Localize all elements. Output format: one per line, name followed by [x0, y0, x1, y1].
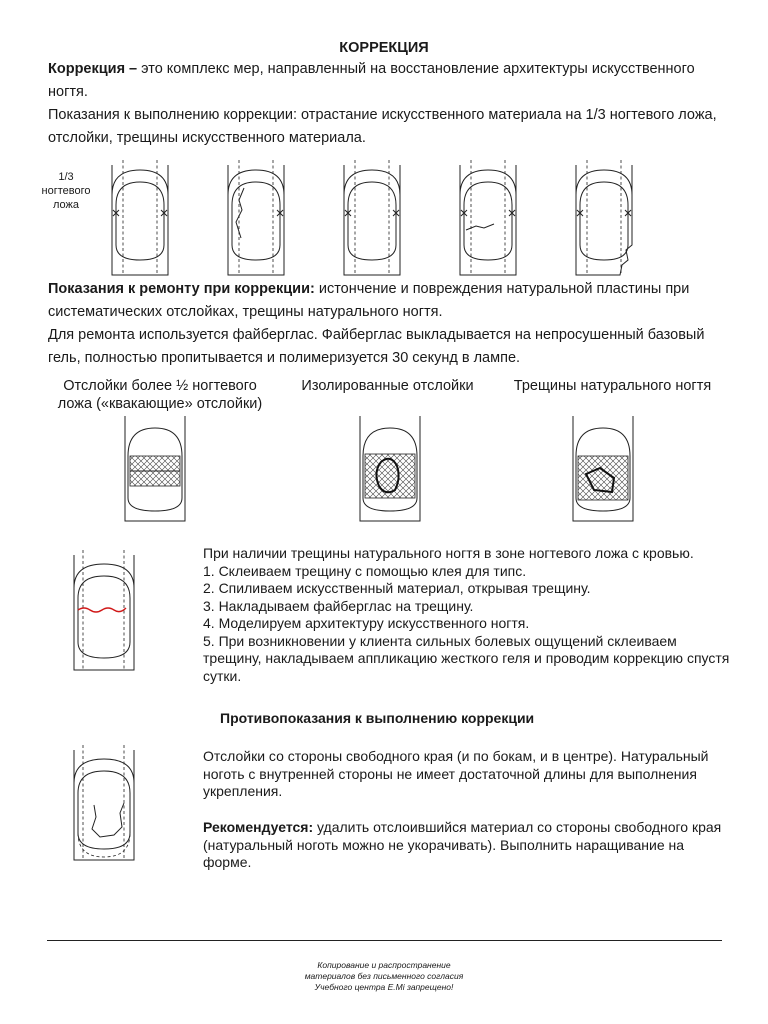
nail-diagram-regrowth [106, 160, 176, 280]
crack-step-2: 2. Спиливаем искусственный материал, открывая трещину. [203, 580, 591, 596]
recommendation-text: удалить отслоившийся материал со стороны свободного края (натуральный ноготь можно не укорачивать). Выполнить наращивание на форме. [203, 819, 722, 870]
crack-intro: При наличии трещины натурального ногтя в зоне ногтевого ложа с кровью. [203, 545, 694, 561]
recommendation [203, 819, 733, 872]
repair-heading: Показания к ремонту при коррекции: [48, 281, 315, 297]
repair-text: истончение и повреждения натуральной пластины при систематических отслойках, трещины натурального ногтя. [48, 281, 690, 320]
label-line-1: 1/3 [58, 171, 74, 183]
label-line-3: ложа [52, 199, 79, 211]
intro-definition-text: это комплекс мер, направленный на восстановление архитектуры искусственного ногтя. [48, 61, 695, 100]
intro-indications: Показания к выполнению коррекции: отрастание искусственного материала на 1/3 ногтевого ложа, отслойки, трещины искусственного материала. [48, 107, 717, 146]
nail-diagram-blood-crack [66, 550, 146, 680]
fiberglass-diagram-isolated [355, 416, 427, 526]
crack-step-3: 3. Накладываем файберглас на трещину. [203, 597, 474, 614]
intro-term: Коррекция – [48, 61, 138, 77]
caption-natural-crack: Трещины натурального ногтя [513, 378, 712, 394]
caption-lifting: Отслойки более ½ ногтевого ложа («квакающие» отслойки) [57, 378, 263, 412]
fiberglass-diagram-crack [568, 416, 640, 526]
label-line-2: ногтевого [41, 185, 91, 197]
page-title: КОРРЕКЦИЯ [339, 40, 429, 56]
repair-indications [48, 278, 728, 324]
fiberglass-diagram-lifting [120, 416, 192, 526]
footer-divider [47, 940, 722, 941]
copyright-notice: Копирование и распространение материалов без письменного согласия Учебного центра E.Mi запрещено! [304, 960, 464, 992]
nail-bed-third-label [40, 170, 92, 212]
nail-diagram-edge-damage [570, 160, 640, 280]
fiberglass-text: Для ремонта используется файберглас. Файберглас выкладывается на непросушенный базовый гель, полностью пропитывается и полимеризуется 30 секунд в лампе. [48, 327, 705, 366]
contraindications-heading: Противопоказания к выполнению коррекции [220, 710, 535, 726]
recommendation-term: Рекомендуется: [203, 819, 314, 835]
nail-diagram-regrowth-2 [338, 160, 408, 280]
contraindications-text: Отслойки со стороны свободного края (и по бокам, и в центре). Натуральный ноготь с внутренней стороны не имеет достаточной длины для выполнения укрепления. [203, 748, 709, 799]
crack-step-4: 4. Моделируем архитектуру искусственного ногтя. [203, 615, 530, 631]
intro-definition [48, 58, 728, 104]
nail-diagram-crack [454, 160, 524, 280]
crack-step-1: 1. Склеиваем трещину с помощью клея для типс. [203, 562, 527, 579]
nail-diagram-side-lift [222, 160, 292, 280]
caption-isolated-lifting: Изолированные отслойки [301, 378, 474, 394]
nail-diagram-free-edge-lift [66, 745, 146, 870]
crack-instructions [203, 545, 733, 685]
crack-step-5: 5. При возникновении у клиента сильных болевых ощущений склеиваем трещину, накладываем аппликацию жесткого геля и проводим коррекцию спустя сутки. [203, 632, 730, 684]
